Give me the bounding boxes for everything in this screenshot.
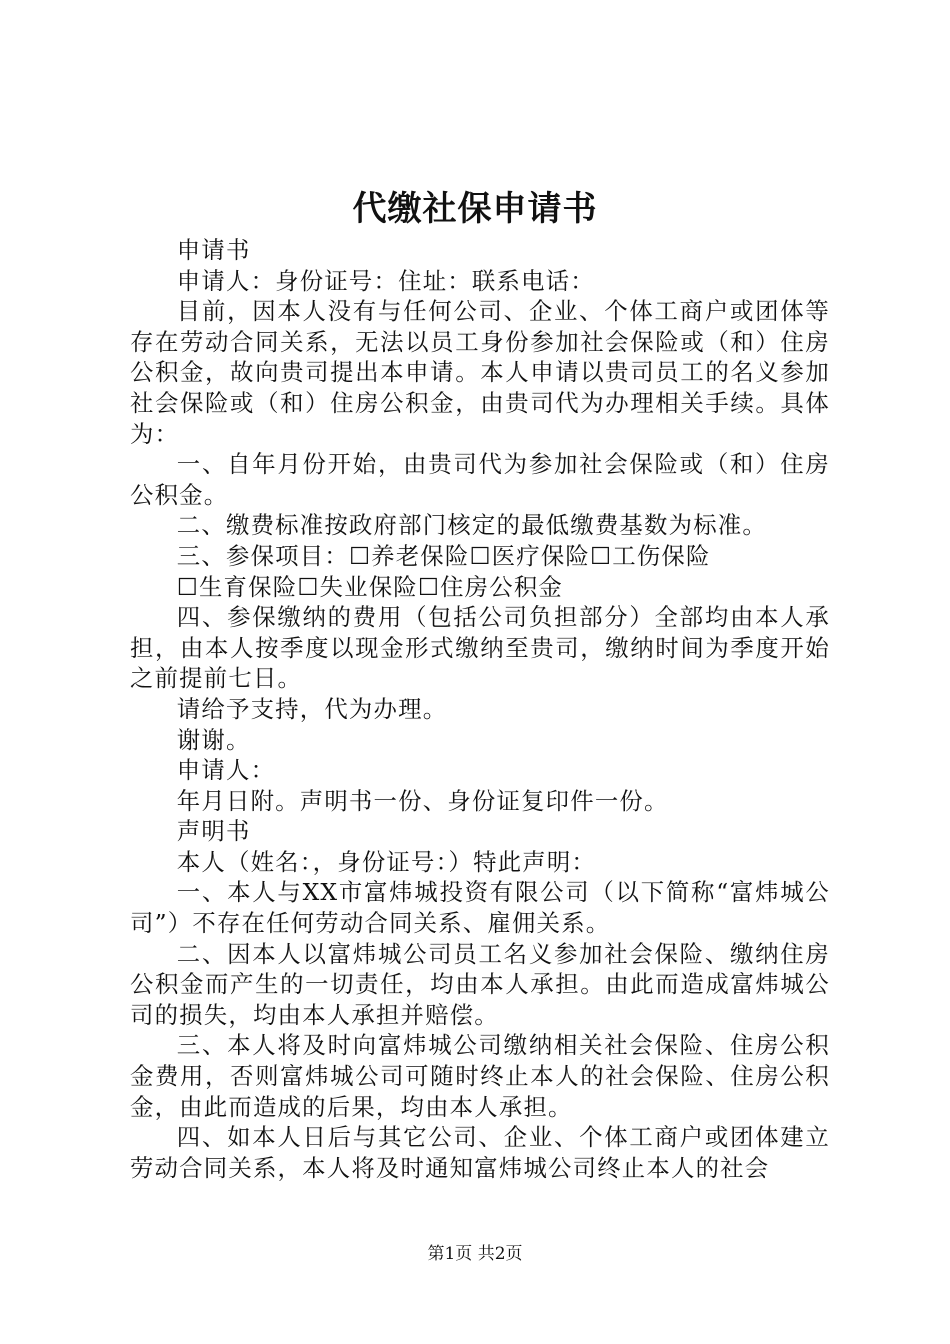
document-title: 代缴社保申请书 <box>352 189 598 229</box>
insurance-item: 养老保险 <box>371 541 470 570</box>
page-footer: 第1页 共2页 <box>427 1244 523 1264</box>
checkbox-icon: ☐ <box>590 541 613 570</box>
checkbox-icon: ☐ <box>176 572 199 601</box>
paragraph: 申请人： <box>176 756 276 785</box>
insurance-item: 工伤保险 <box>612 541 711 570</box>
paragraph: 目前，因本人没有与任何公司、企业、个体工商户或团体等存在劳动合同关系，无法以员工身份参加社会保险或（和）住房公积金，故向贵司提出本申请。本人申请以贵司员工的名义参加社会保险或（和）住房公积金，由贵司代为办理相关手续。具体为： <box>130 297 830 448</box>
paragraph: 谢谢。 <box>176 725 251 754</box>
paragraph: 二、因本人以富炜城公司员工名义参加社会保险、缴纳住房公积金而产生的一切责任，均由本人承担。由此而造成富炜城公司的损失，均由本人承担并赔偿。 <box>130 939 830 1029</box>
checkbox-icon: ☐ <box>417 572 441 601</box>
paragraph: 一、本人与XX市富炜城投资有限公司（以下简称“富炜城公司”）不存在任何劳动合同关系、雇佣关系。 <box>130 878 830 938</box>
insurance-items-line-2 <box>130 572 830 603</box>
checkbox-icon: ☐ <box>469 541 492 570</box>
paragraph: 本人（姓名：，身份证号：）特此声明： <box>176 847 597 876</box>
paragraph: 申请书 <box>176 236 251 264</box>
insurance-item: 住房公积金 <box>440 572 564 601</box>
paragraph: 一、自年月份开始，由贵司代为参加社会保险或（和）住房公积金。 <box>130 450 830 509</box>
paragraph: 三、本人将及时向富炜城公司缴纳相关社会保险、住房公积金费用，否则富炜城公司可随时终止本人的社会保险、住房公积金，由此而造成的后果，均由本人承担。 <box>130 1031 830 1121</box>
checkbox-icon: ☐ <box>348 541 372 570</box>
insurance-item: 失业保险 <box>319 572 418 601</box>
insurance-items-label: 三、参保项目： <box>176 541 349 570</box>
paragraph: 声明书 <box>176 817 251 846</box>
insurance-item: 医疗保险 <box>491 541 591 570</box>
paragraph: 申请人：身份证号：住址：联系电话： <box>176 266 595 295</box>
insurance-item: 生育保险 <box>198 572 298 601</box>
insurance-items-line-1 <box>130 541 830 572</box>
paragraph: 二、缴费标准按政府部门核定的最低缴费基数为标准。 <box>176 511 767 540</box>
document-body <box>130 235 830 1183</box>
paragraph: 请给予支持，代为办理。 <box>176 694 448 723</box>
paragraph: 四、参保缴纳的费用（包括公司负担部分）全部均由本人承担，由本人按季度以现金形式缴纳至贵司，缴纳时间为季度开始之前提前七日。 <box>130 603 830 693</box>
paragraph: 年月日附。声明书一份、身份证复印件一份。 <box>176 786 669 815</box>
checkbox-icon: ☐ <box>297 572 320 601</box>
paragraph: 四、如本人日后与其它公司、企业、个体工商户或团体建立劳动合同关系，本人将及时通知富炜城公司终止本人的社会 <box>130 1123 830 1182</box>
